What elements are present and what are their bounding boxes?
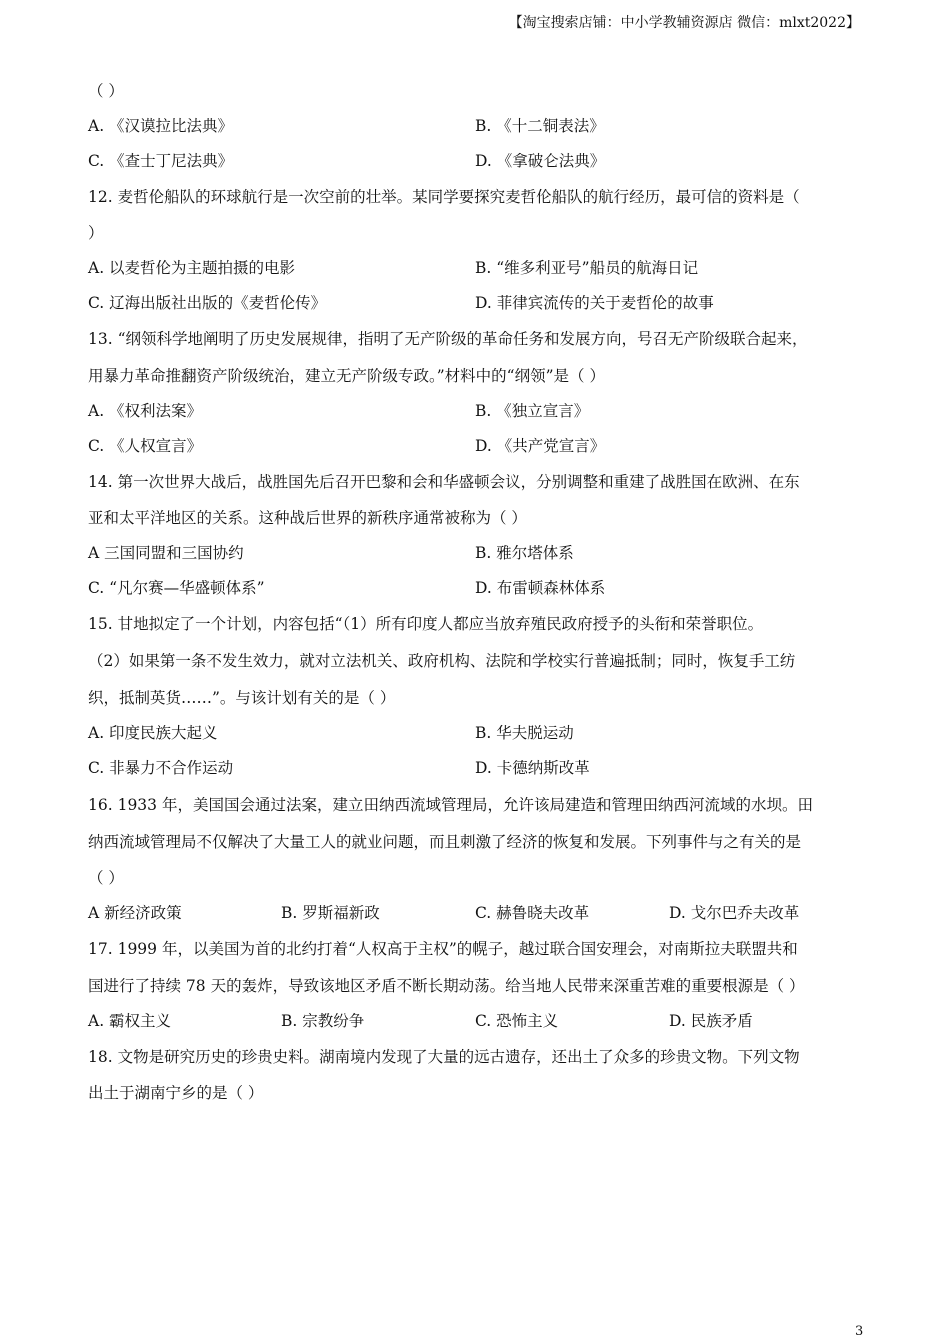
q15-stem-line-2: （2）如果第一条不发生效力，就对立法机关、政府机构、法院和学校实行普遍抵制；同时，恢复手工纺 (88, 652, 796, 670)
q18-stem-line-2: 出土于湖南宁乡的是（ ） (88, 1084, 264, 1102)
q12-option-a: A. 以麦哲伦为主题拍摄的电影 (88, 259, 296, 277)
q11-option-a: A. 《汉谟拉比法典》 (88, 117, 234, 135)
q17-option-d: D. 民族矛盾 (669, 1012, 753, 1030)
q14-option-b: B. 雅尔塔体系 (475, 544, 574, 562)
q14-option-c: C. “凡尔赛—华盛顿体系” (88, 579, 265, 597)
q16-option-c: C. 赫鲁晓夫改革 (475, 904, 590, 922)
q12-option-b: B. “维多利亚号”船员的航海日记 (475, 259, 699, 277)
q13-option-a: A. 《权利法案》 (88, 402, 203, 420)
q16-option-b: B. 罗斯福新政 (281, 904, 380, 922)
q11-stem-tail: （ ） (88, 82, 124, 100)
q16-option-d: D. 戈尔巴乔夫改革 (669, 904, 800, 922)
q17-stem-line-2: 国进行了持续 78 天的轰炸，导致该地区矛盾不断长期动荡。给当地人民带来深重苦难的重要根源是（ ） (88, 977, 805, 995)
q12-option-d: D. 菲律宾流传的关于麦哲伦的故事 (475, 294, 714, 312)
q13-stem-line-2: 用暴力革命推翻资产阶级统治，建立无产阶级专政。”材料中的“纲领”是（ ） (88, 367, 605, 385)
q15-option-b: B. 华夫脱运动 (475, 724, 574, 742)
q15-option-d: D. 卡德纳斯改革 (475, 759, 590, 777)
q13-stem-line-1: 13. “纲领科学地阐明了历史发展规律，指明了无产阶级的革命任务和发展方向，号召无产阶级联合起来， (88, 330, 808, 348)
q14-stem-line-2: 亚和太平洋地区的关系。这种战后世界的新秩序通常被称为（ ） (88, 509, 527, 527)
q11-option-c: C. 《查士丁尼法典》 (88, 152, 234, 170)
q13-option-c: C. 《人权宣言》 (88, 437, 203, 455)
q17-stem-line-1: 17. 1999 年，以美国为首的北约打着“人权高于主权”的幌子，越过联合国安理会，对南斯拉夫联盟共和 (88, 940, 798, 958)
q15-option-c: C. 非暴力不合作运动 (88, 759, 234, 777)
q16-option-a: A 新经济政策 (88, 904, 182, 922)
q18-stem-line-1: 18. 文物是研究历史的珍贵史料。湖南境内发现了大量的远古遗存，还出土了众多的珍贵文物。下列文物 (88, 1048, 800, 1066)
q12-stem-line-2: ） (88, 224, 104, 242)
q11-option-d: D. 《拿破仑法典》 (475, 152, 606, 170)
q14-option-d: D. 布雷顿森林体系 (475, 579, 606, 597)
q16-stem-line-3: （ ） (88, 869, 124, 887)
q15-stem-line-1: 15. 甘地拟定了一个计划，内容包括“（1）所有印度人都应当放弃殖民政府授予的头衔和荣誉职位。 (88, 615, 764, 633)
page-number: 3 (855, 1324, 864, 1339)
q16-stem-line-1: 16. 1933 年，美国国会通过法案，建立田纳西流域管理局，允许该局建造和管理田纳西河流域的水坝。田 (88, 796, 813, 814)
q17-option-a: A. 霸权主义 (88, 1012, 172, 1030)
q12-stem-line-1: 12. 麦哲伦船队的环球航行是一次空前的壮举。某同学要探究麦哲伦船队的航行经历，最可信的资料是（ (88, 188, 800, 206)
q17-option-b: B. 宗教纷争 (281, 1012, 365, 1030)
q17-option-c: C. 恐怖主义 (475, 1012, 559, 1030)
q11-option-b: B. 《十二铜表法》 (475, 117, 605, 135)
q12-option-c: C. 辽海出版社出版的《麦哲伦传》 (88, 294, 327, 312)
q15-option-a: A. 印度民族大起义 (88, 724, 218, 742)
q13-option-d: D. 《共产党宣言》 (475, 437, 606, 455)
q13-option-b: B. 《独立宣言》 (475, 402, 590, 420)
q14-option-a: A 三国同盟和三国协约 (88, 544, 244, 562)
q14-stem-line-1: 14. 第一次世界大战后，战胜国先后召开巴黎和会和华盛顿会议，分别调整和重建了战胜国在欧洲、在东 (88, 473, 800, 491)
page-header: 【淘宝搜索店铺：中小学教辅资源店 微信：mlxt2022】 (508, 15, 860, 31)
q16-stem-line-2: 纳西流域管理局不仅解决了大量工人的就业问题，而且刺激了经济的恢复和发展。下列事件与之有关的是 (88, 833, 802, 851)
q15-stem-line-3: 织，抵制英货……”。与该计划有关的是（ ） (88, 689, 396, 707)
